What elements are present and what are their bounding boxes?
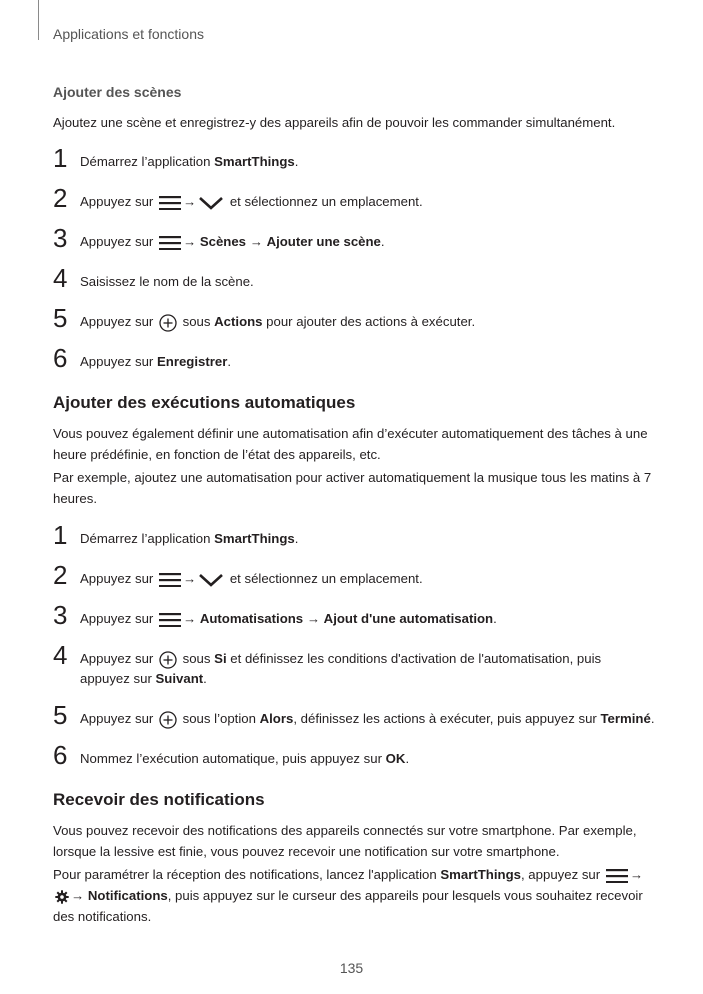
chevron-down-icon [198,196,224,210]
page-number: 135 [339,960,364,976]
add-circle-icon [159,651,177,669]
add-circle-icon [159,314,177,332]
step-text: Appuyez sur → et sélectionnez un emplacement. [80,571,423,586]
step-number: 3 [53,600,68,630]
section-paragraph: Vous pouvez également définir une automatisation afin d’exécuter automatiquement des tâches à une heure prédéfinie, en fonction de l’état des appareils, etc. [53,426,648,462]
step-item [53,143,653,176]
step-text: Appuyez sur → et sélectionnez un emplacement. [80,194,423,209]
step-item [53,343,653,376]
menu-icon [606,869,628,883]
add-circle-icon [159,711,177,729]
step-item [53,183,653,216]
step-text: Appuyez sur sous l’option Alors, définissez les actions à exécuter, puis appuyez sur Terminé. [80,709,680,729]
step-text: Appuyez sur → Scènes → Ajouter une scène. [80,234,385,249]
step-number: 3 [53,223,68,253]
chevron-down-icon [198,573,224,587]
step-text: Démarrez l’application SmartThings. [80,531,299,546]
step-text: Nommez l’exécution automatique, puis appuyez sur OK. [80,751,410,766]
step-number: 2 [53,183,68,213]
step-number: 5 [53,700,68,730]
section-heading-scenes: Ajouter des scènes [53,84,182,100]
section-heading-automations: Ajouter des exécutions automatiques [53,393,356,412]
menu-icon [159,613,181,627]
step-number: 1 [53,520,68,550]
step-item [53,600,653,633]
step-text: Appuyez sur Enregistrer. [80,354,232,369]
menu-icon [159,236,181,250]
step-number: 6 [53,343,68,373]
step-item [53,520,653,553]
section-paragraph: Par exemple, ajoutez une automatisation pour activer automatiquement la musique tous les matins à 7 heures. [53,470,652,506]
menu-icon [159,196,181,210]
step-number: 2 [53,560,68,590]
section-paragraph: Pour paramétrer la réception des notifications, lancez l'application SmartThings, appuyez sur → → Notifications, puis appuyez sur le curseur des appareils pour lesquels vous souhaitez recevoir des notifications. [53,867,644,924]
step-item [53,223,653,256]
step-number: 6 [53,740,68,770]
step-item [53,700,655,733]
step-text: Appuyez sur sous Actions pour ajouter des actions à exécuter. [80,312,652,332]
gear-icon [55,890,69,904]
step-number: 5 [53,303,68,333]
step-item [53,640,653,693]
step-number: 4 [53,640,68,670]
menu-icon [159,573,181,587]
step-item [53,740,653,773]
step-text: Démarrez l’application SmartThings. [80,154,299,169]
header-divider [38,0,39,40]
step-text: Appuyez sur sous Si et définissez les conditions d'activation de l'automatisation, puis appuyez sur Suivant. [80,651,602,686]
section-paragraph: Vous pouvez recevoir des notifications des appareils connectés sur votre smartphone. Par exemple, lorsque la lessive est finie, vous pouvez recevoir une notification sur votre smartphone. [53,823,637,859]
section-heading-notifications: Recevoir des notifications [53,790,265,809]
page-header: Applications et fonctions [53,26,204,42]
step-text: Saisissez le nom de la scène. [80,274,254,289]
step-text: Appuyez sur → Automatisations → Ajout d'une automatisation. [80,611,497,626]
step-number: 4 [53,263,68,293]
step-number: 1 [53,143,68,173]
step-item [53,560,653,593]
step-item [53,263,653,296]
section-intro: Ajoutez une scène et enregistrez-y des appareils afin de pouvoir les commander simultanément. [53,115,616,130]
step-item [53,303,653,336]
